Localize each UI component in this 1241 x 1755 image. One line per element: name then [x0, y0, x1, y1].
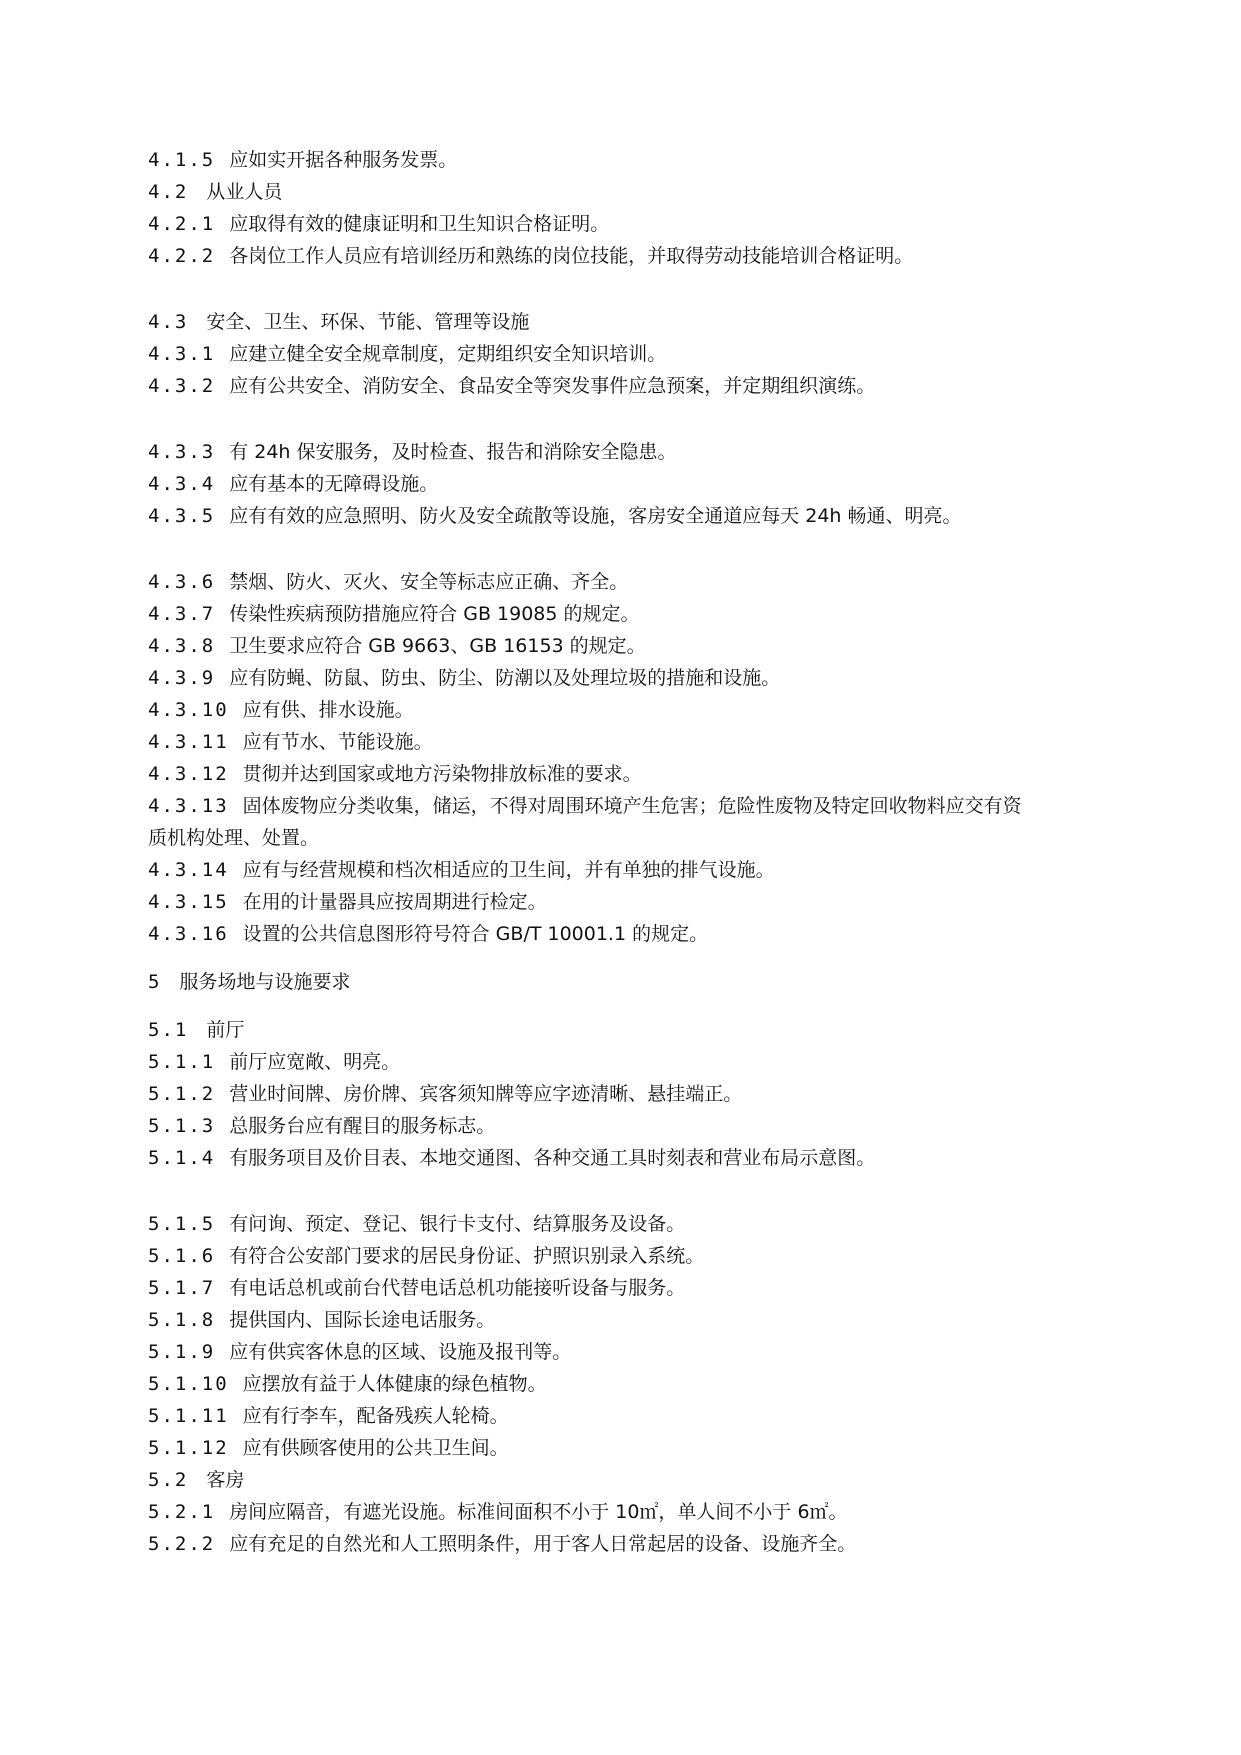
clause-4-3-14 [148, 858, 775, 882]
clause-number: 4.3.10 [148, 699, 229, 721]
clause-text: 应有防蝇、防鼠、防虫、防尘、防潮以及处理垃圾的措施和设施。 [229, 667, 781, 689]
clause-4-3-10 [148, 698, 414, 722]
clause-number: 4.3.11 [148, 731, 229, 753]
clause-5-1-4 [148, 1146, 875, 1170]
section-number: 4.2 [148, 181, 189, 203]
clause-text: 应有节水、节能设施。 [242, 731, 433, 753]
section-number: 5.2 [148, 1469, 189, 1491]
clause-4-3-3 [148, 440, 677, 464]
clause-number: 5.1.9 [148, 1341, 216, 1363]
clause-4-3-13-continuation: 质机构处理、处置。 [148, 827, 320, 849]
clause-5-2-2 [148, 1532, 856, 1556]
clause-5-1-6 [148, 1244, 704, 1268]
clause-text: 应有与经营规模和档次相适应的卫生间，并有单独的排气设施。 [242, 859, 775, 881]
clause-text: 应有有效的应急照明、防火及安全疏散等设施，客房安全通道应每天 24h 畅通、明亮。 [229, 505, 962, 527]
clause-text: 总服务台应有醒目的服务标志。 [229, 1115, 496, 1137]
clause-text: 应有基本的无障碍设施。 [229, 473, 439, 495]
clause-5-1-5 [148, 1212, 685, 1236]
section-title: 前厅 [206, 1019, 245, 1041]
clause-number: 4.3.8 [148, 635, 216, 657]
clause-number: 4.3.14 [148, 859, 229, 881]
clause-text: 应有供、排水设施。 [242, 699, 414, 721]
clause-5-1-12 [148, 1436, 509, 1460]
clause-4-2-2 [148, 244, 913, 268]
clause-text: 禁烟、防火、灭火、安全等标志应正确、齐全。 [229, 571, 629, 593]
clause-number: 4.3.1 [148, 343, 216, 365]
clause-number: 5.2.1 [148, 1501, 216, 1523]
clause-4-3-16 [148, 922, 708, 946]
clause-5-1-2 [148, 1082, 742, 1106]
section-heading-5-2 [148, 1468, 244, 1492]
clause-text: 卫生要求应符合 GB 9663、GB 16153 的规定。 [229, 635, 646, 657]
clause-4-3-13 [148, 794, 1022, 818]
clause-text: 有电话总机或前台代替电话总机功能接听设备与服务。 [229, 1277, 686, 1299]
section-number: 4.3 [148, 311, 189, 333]
clause-text: 贯彻并达到国家或地方污染物排放标准的要求。 [242, 763, 642, 785]
clause-text: 在用的计量器具应按周期进行检定。 [242, 891, 547, 913]
clause-text: 应摆放有益于人体健康的绿色植物。 [242, 1373, 547, 1395]
clause-4-3-2 [148, 374, 875, 398]
clause-number: 4.3.3 [148, 441, 216, 463]
clause-text: 提供国内、国际长途电话服务。 [229, 1309, 496, 1331]
clause-number: 5.1.3 [148, 1115, 216, 1137]
clause-4-3-8 [148, 634, 646, 658]
clause-text: 有服务项目及价目表、本地交通图、各种交通工具时刻表和营业布局示意图。 [229, 1147, 876, 1169]
clause-number: 4.2.1 [148, 213, 216, 235]
clause-text: 固体废物应分类收集，储运，不得对周围环境产生危害；危险性废物及特定回收物料应交有资 [242, 795, 1022, 817]
clause-5-1-9 [148, 1340, 571, 1364]
clause-number: 4.3.16 [148, 923, 229, 945]
clause-text: 营业时间牌、房价牌、宾客须知牌等应字迹清晰、悬挂端正。 [229, 1083, 743, 1105]
section-title: 客房 [206, 1469, 245, 1491]
clause-5-1-3 [148, 1114, 495, 1138]
clause-4-2-1 [148, 212, 609, 236]
clause-text: 应如实开据各种服务发票。 [229, 149, 458, 171]
clause-number: 5.1.4 [148, 1147, 216, 1169]
clause-text: 有符合公安部门要求的居民身份证、护照识别录入系统。 [229, 1245, 705, 1267]
clause-4-3-9 [148, 666, 780, 690]
chapter-title: 服务场地与设施要求 [179, 971, 351, 993]
clause-number: 5.1.8 [148, 1309, 216, 1331]
clause-text: 设置的公共信息图形符号符合 GB/T 10001.1 的规定。 [242, 923, 709, 945]
clause-text: 应有公共安全、消防安全、食品安全等突发事件应急预案，并定期组织演练。 [229, 375, 876, 397]
clause-number: 5.1.5 [148, 1213, 216, 1235]
clause-4-3-4 [148, 472, 438, 496]
clause-number: 4.3.6 [148, 571, 216, 593]
section-heading-5-1 [148, 1018, 244, 1042]
clause-5-1-7 [148, 1276, 685, 1300]
clause-4-3-6 [148, 570, 628, 594]
section-title: 安全、卫生、环保、节能、管理等设施 [206, 311, 530, 333]
chapter-heading-5 [148, 970, 350, 994]
clause-number: 4.3.7 [148, 603, 216, 625]
clause-text: 应有供顾客使用的公共卫生间。 [242, 1437, 509, 1459]
section-heading-4-3 [148, 310, 529, 334]
clause-number: 5.1.10 [148, 1373, 229, 1395]
clause-number: 4.1.5 [148, 149, 216, 171]
clause-4-3-11 [148, 730, 433, 754]
clause-5-1-10 [148, 1372, 547, 1396]
clause-number: 5.1.7 [148, 1277, 216, 1299]
clause-text: 有问询、预定、登记、银行卡支付、结算服务及设备。 [229, 1213, 686, 1235]
clause-number: 4.3.2 [148, 375, 216, 397]
clause-5-1-8 [148, 1308, 495, 1332]
clause-number: 5.1.11 [148, 1405, 229, 1427]
clause-5-2-1 [148, 1500, 848, 1524]
clause-5-1-1 [148, 1050, 400, 1074]
clause-text: 传染性疾病预防措施应符合 GB 19085 的规定。 [229, 603, 640, 625]
clause-number: 4.3.15 [148, 891, 229, 913]
clause-4-3-5 [148, 504, 962, 528]
clause-number: 5.1.2 [148, 1083, 216, 1105]
clause-text: 应有充足的自然光和人工照明条件，用于客人日常起居的设备、设施齐全。 [229, 1533, 857, 1555]
clause-text: 应建立健全安全规章制度，定期组织安全知识培训。 [229, 343, 667, 365]
clause-4-1-5 [148, 148, 457, 172]
clause-number: 5.1.6 [148, 1245, 216, 1267]
clause-4-3-12 [148, 762, 642, 786]
section-number: 5.1 [148, 1019, 189, 1041]
clause-4-3-1 [148, 342, 666, 366]
clause-text: 房间应隔音，有遮光设施。标准间面积不小于 10㎡，单人间不小于 6㎡。 [229, 1501, 848, 1523]
section-title: 从业人员 [206, 181, 283, 203]
section-heading-4-2 [148, 180, 282, 204]
clause-number: 4.3.5 [148, 505, 216, 527]
clause-4-3-15 [148, 890, 547, 914]
clause-number: 4.3.4 [148, 473, 216, 495]
clause-number: 4.3.13 [148, 795, 229, 817]
clause-5-1-11 [148, 1404, 509, 1428]
clause-number: 4.3.12 [148, 763, 229, 785]
chapter-number: 5 [148, 971, 162, 993]
clause-number: 5.2.2 [148, 1533, 216, 1555]
clause-text: 各岗位工作人员应有培训经历和熟练的岗位技能，并取得劳动技能培训合格证明。 [229, 245, 914, 267]
clause-text: 应有供宾客休息的区域、设施及报刊等。 [229, 1341, 572, 1363]
clause-text: 应取得有效的健康证明和卫生知识合格证明。 [229, 213, 610, 235]
clause-number: 5.1.12 [148, 1437, 229, 1459]
clause-4-3-7 [148, 602, 640, 626]
clause-text: 有 24h 保安服务，及时检查、报告和消除安全隐患。 [229, 441, 677, 463]
clause-number: 4.2.2 [148, 245, 216, 267]
clause-text: 前厅应宽敞、明亮。 [229, 1051, 401, 1073]
clause-number: 5.1.1 [148, 1051, 216, 1073]
clause-text: 应有行李车，配备残疾人轮椅。 [242, 1405, 509, 1427]
clause-number: 4.3.9 [148, 667, 216, 689]
